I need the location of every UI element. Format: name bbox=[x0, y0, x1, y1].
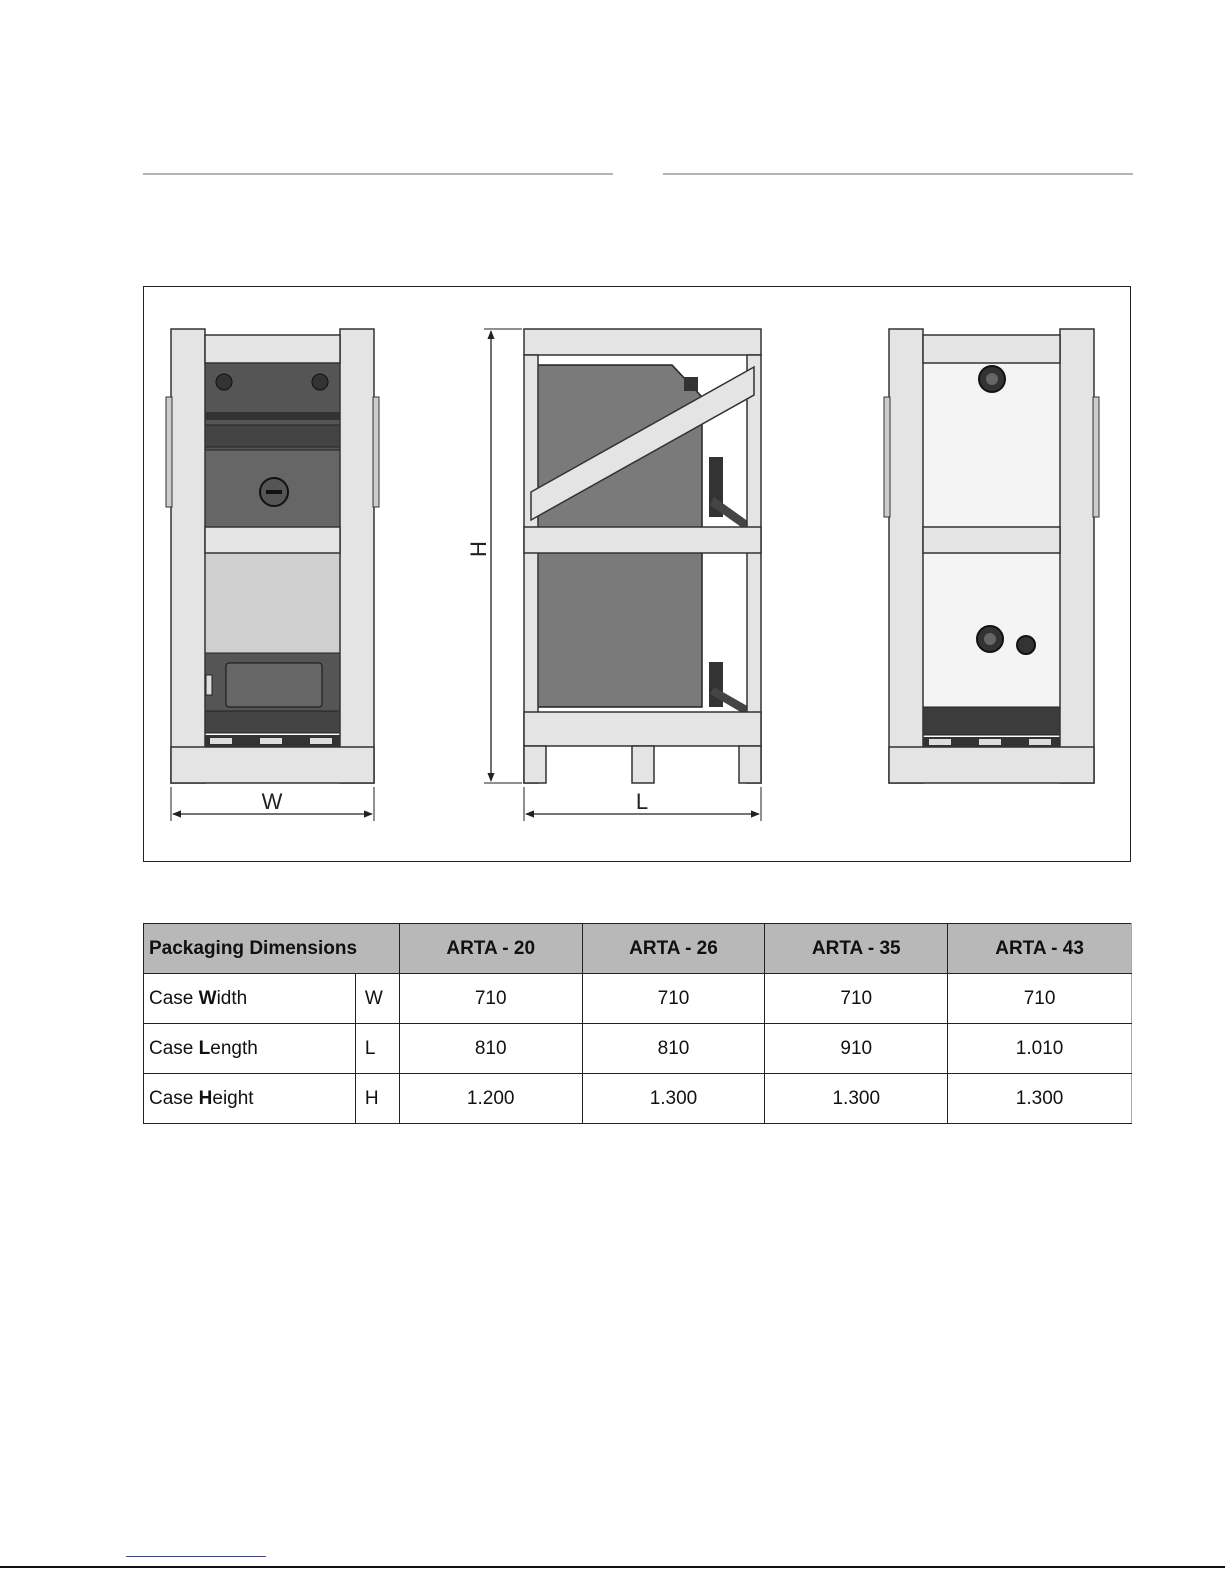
table-cell: 810 bbox=[399, 1024, 582, 1074]
table-title: Packaging Dimensions bbox=[144, 924, 400, 974]
table-cell: 1.010 bbox=[948, 1024, 1132, 1074]
row-label-prefix: Case bbox=[149, 1037, 199, 1059]
back-view bbox=[884, 329, 1099, 783]
table-cell: 1.300 bbox=[765, 1074, 948, 1124]
table-cell: 910 bbox=[765, 1024, 948, 1074]
row-label-initial: W bbox=[198, 987, 217, 1009]
row-label bbox=[144, 974, 356, 1024]
table-header-row bbox=[144, 924, 1132, 974]
table-cell: 710 bbox=[765, 974, 948, 1024]
packaging-dimensions-table bbox=[143, 923, 1132, 1124]
model-header: ARTA - 26 bbox=[582, 924, 765, 974]
width-dimension-label: W bbox=[261, 789, 283, 814]
row-label-prefix: Case bbox=[149, 1087, 199, 1109]
row-label bbox=[144, 1024, 356, 1074]
table-cell: 810 bbox=[582, 1024, 765, 1074]
table-cell: 710 bbox=[948, 974, 1132, 1024]
packaging-figure bbox=[143, 286, 1131, 862]
table-cell: 710 bbox=[582, 974, 765, 1024]
table-row bbox=[144, 1024, 1132, 1074]
table-cell: 1.200 bbox=[399, 1074, 582, 1124]
table-row bbox=[144, 1074, 1132, 1124]
side-view bbox=[466, 329, 761, 821]
height-dimension-label: H bbox=[466, 541, 491, 557]
table-cell: 710 bbox=[399, 974, 582, 1024]
row-label-initial: L bbox=[198, 1037, 211, 1059]
footer-link-underline[interactable] bbox=[126, 1556, 266, 1557]
row-label-initial: H bbox=[198, 1087, 213, 1109]
row-label-suffix: ength bbox=[210, 1037, 258, 1059]
length-dimension-label: L bbox=[635, 789, 649, 814]
row-label-prefix: Case bbox=[149, 987, 199, 1009]
row-symbol: W bbox=[355, 974, 399, 1024]
footer-rule bbox=[0, 1566, 1225, 1568]
row-label bbox=[144, 1074, 356, 1124]
model-header: ARTA - 20 bbox=[399, 924, 582, 974]
row-label-suffix: idth bbox=[216, 987, 248, 1009]
row-symbol: H bbox=[355, 1074, 399, 1124]
header-rule-left bbox=[143, 173, 613, 175]
table-cell: 1.300 bbox=[948, 1074, 1132, 1124]
table-cell: 1.300 bbox=[582, 1074, 765, 1124]
table-row bbox=[144, 974, 1132, 1024]
packaging-drawing bbox=[144, 287, 1130, 861]
row-symbol: L bbox=[355, 1024, 399, 1074]
model-header: ARTA - 35 bbox=[765, 924, 948, 974]
front-view bbox=[166, 329, 379, 821]
row-label-suffix: eight bbox=[212, 1087, 254, 1109]
model-header: ARTA - 43 bbox=[948, 924, 1132, 974]
header-rule-right bbox=[663, 173, 1133, 175]
